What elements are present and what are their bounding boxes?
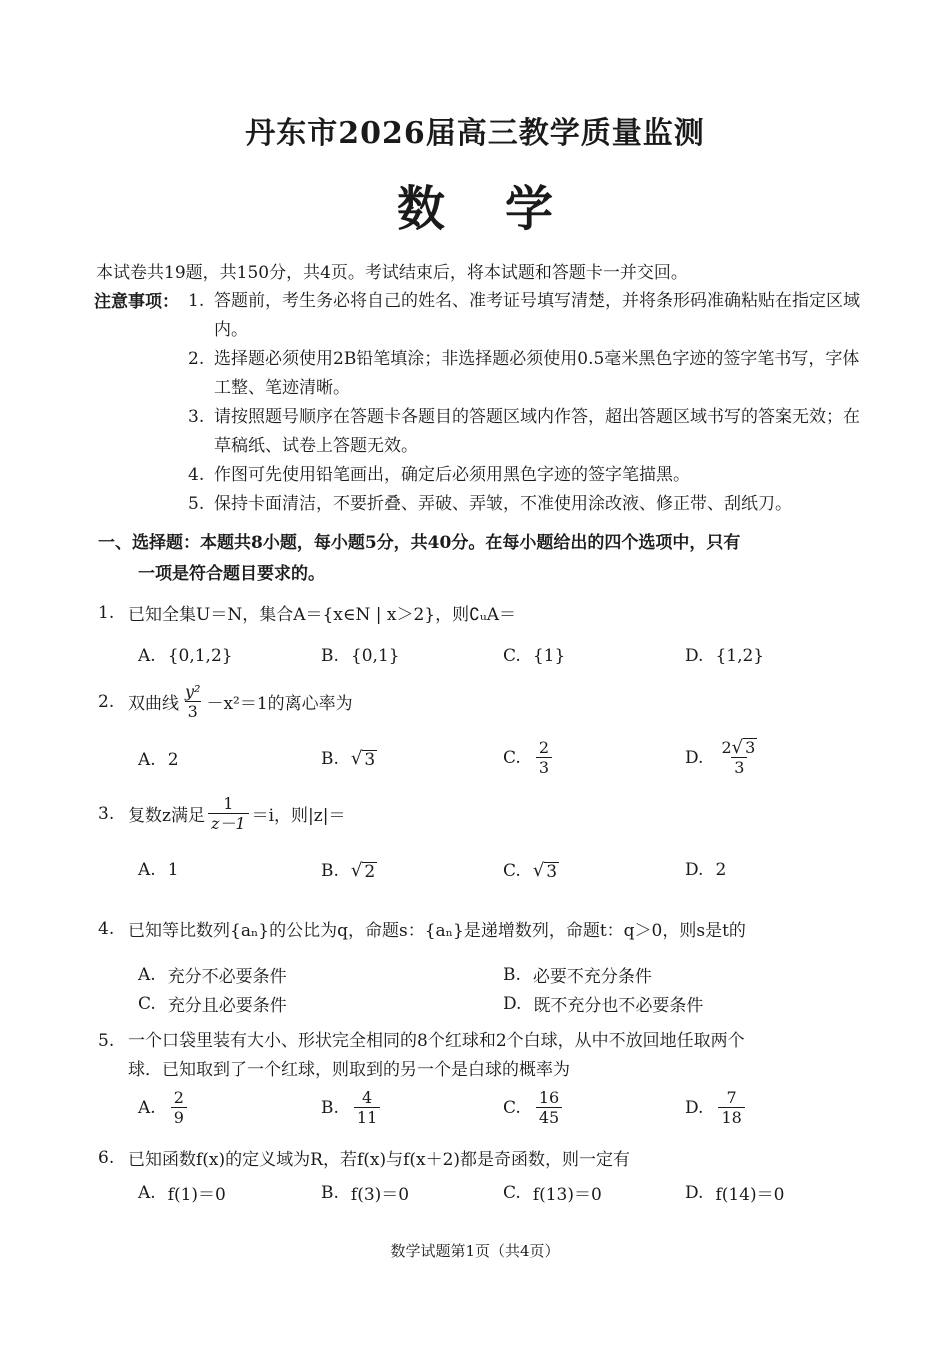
- question-stem: 已知函数f(x)的定义域为R，若f(x)与f(x＋2)都是奇函数，则一定有: [128, 1150, 631, 1170]
- option-b[interactable]: B. {0,1}: [321, 646, 400, 666]
- page-footer: 数学试题第1页（共4页）: [390, 1242, 560, 1260]
- section-heading: 一、选择题：本题共8小题，每小题5分，共40分。在每小题给出的四个选项中，只有 一项是符合题目要求的。: [98, 533, 741, 584]
- sqrt: √ 2: [350, 860, 376, 882]
- option-c[interactable]: C. {1}: [503, 646, 566, 666]
- option-a[interactable]: A. {0,1,2}: [138, 646, 233, 666]
- option-a[interactable]: A. $\frac{2}{9}$: [138, 1088, 190, 1127]
- option-b[interactable]: B. √ 2: [321, 860, 376, 882]
- fraction: 2 √ 3 3: [721, 737, 756, 777]
- question-number: 6.: [98, 1147, 115, 1168]
- option-b[interactable]: B. f(3)＝0: [321, 1182, 410, 1205]
- intro-text: 本试卷共19题，共150分，共4页。考试结束后，将本试题和答题卡一并交回。: [96, 263, 688, 283]
- question-number: 1.: [98, 602, 115, 623]
- question-number: 4.: [98, 918, 115, 939]
- option-d[interactable]: D. f(14)＝0: [685, 1182, 785, 1205]
- option-a[interactable]: A. 2: [138, 750, 179, 770]
- option-d[interactable]: D. $\frac{7}{18}$: [685, 1088, 748, 1127]
- sqrt: √ 3: [532, 860, 558, 882]
- question-2: 2. 双曲线 $\frac{\text{y²}}{3}$ －x²＝1的离心率为: [98, 682, 353, 721]
- option-c[interactable]: C. $\frac{2}{3}$: [503, 738, 555, 777]
- question-6: [98, 1145, 868, 1170]
- option-d[interactable]: D. 2: [685, 860, 727, 880]
- note-item: 1. 答题前，考生务必将自己的姓名、准考证号填写清楚，并将条形码准确粘贴在指定区域内。: [188, 291, 860, 340]
- question-number: 5.: [98, 1031, 115, 1051]
- question-5: 5. 一个口袋里装有大小、形状完全相同的8个红球和2个白球，从中不放回地任取两个 球．已知取到了一个红球，则取到的另一个是白球的概率为: [98, 1027, 868, 1085]
- note-item: 2. 选择题必须使用2B铅笔填涂；非选择题必须使用0.5毫米黑色字迹的签字笔书写，字体工整、笔迹清晰。: [188, 349, 860, 398]
- option-a[interactable]: A. 充分不必要条件: [138, 964, 287, 987]
- option-a[interactable]: A. f(1)＝0: [138, 1182, 226, 1205]
- question-number: 3.: [98, 803, 115, 824]
- question-stem: 已知全集U＝N，集合A＝{x∈N | x＞2}，则∁ᵤA＝: [128, 605, 516, 625]
- option-b[interactable]: B. √ 3: [321, 748, 376, 770]
- option-b[interactable]: B. $\frac{4}{11}$: [321, 1088, 383, 1127]
- question-stem: 已知等比数列{aₙ}的公比为q，命题s：{aₙ}是递增数列，命题t：q＞0，则s是t的: [128, 921, 746, 941]
- fraction: $\frac{1}{z-1}$: [208, 794, 249, 833]
- option-d[interactable]: D. {1,2}: [685, 646, 765, 666]
- question-4: [98, 916, 868, 941]
- option-c[interactable]: C. 充分且必要条件: [138, 993, 287, 1016]
- option-c[interactable]: C. f(13)＝0: [503, 1182, 602, 1205]
- note-item: 5. 保持卡面清洁，不要折叠、弄破、弄皱，不准使用涂改液、修正带、刮纸刀。: [188, 494, 792, 514]
- note-item: 4. 作图可先使用铅笔画出，确定后必须用黑色字迹的签字笔描黑。: [188, 465, 690, 485]
- notes-heading: 注意事项：: [94, 292, 179, 312]
- option-d[interactable]: D. 2 √ 3 3: [685, 738, 763, 777]
- sqrt: √ 3: [350, 748, 376, 770]
- fraction: $\frac{4}{11}$: [354, 1088, 380, 1127]
- option-a[interactable]: A. 1: [138, 860, 179, 880]
- option-b[interactable]: B. 必要不充分条件: [503, 964, 652, 987]
- question-1: [98, 600, 868, 625]
- fraction: $\frac{\text{y²}}{3}$: [185, 682, 201, 721]
- fraction: $\frac{16}{45}$: [536, 1088, 562, 1127]
- option-c[interactable]: C. $\frac{16}{45}$: [503, 1088, 565, 1127]
- option-c[interactable]: C. √ 3: [503, 860, 558, 882]
- note-item: 3. 请按照题号顺序在答题卡各题目的答题区域内作答，超出答题区域书写的答案无效；在草稿纸、试卷上答题无效。: [188, 407, 860, 456]
- option-d[interactable]: D. 既不充分也不必要条件: [503, 993, 704, 1016]
- fraction: $\frac{2}{9}$: [171, 1088, 187, 1127]
- fraction: $\frac{2}{3}$: [536, 738, 552, 777]
- question-number: 2.: [98, 691, 115, 712]
- subject-title: 数学: [396, 181, 613, 237]
- exam-title: 丹东市2026届高三教学质量监测: [245, 116, 705, 151]
- question-3: 3. 复数z满足 $\frac{1}{z-1}$ ＝i，则|z|＝: [98, 794, 346, 833]
- fraction: $\frac{7}{18}$: [718, 1088, 744, 1127]
